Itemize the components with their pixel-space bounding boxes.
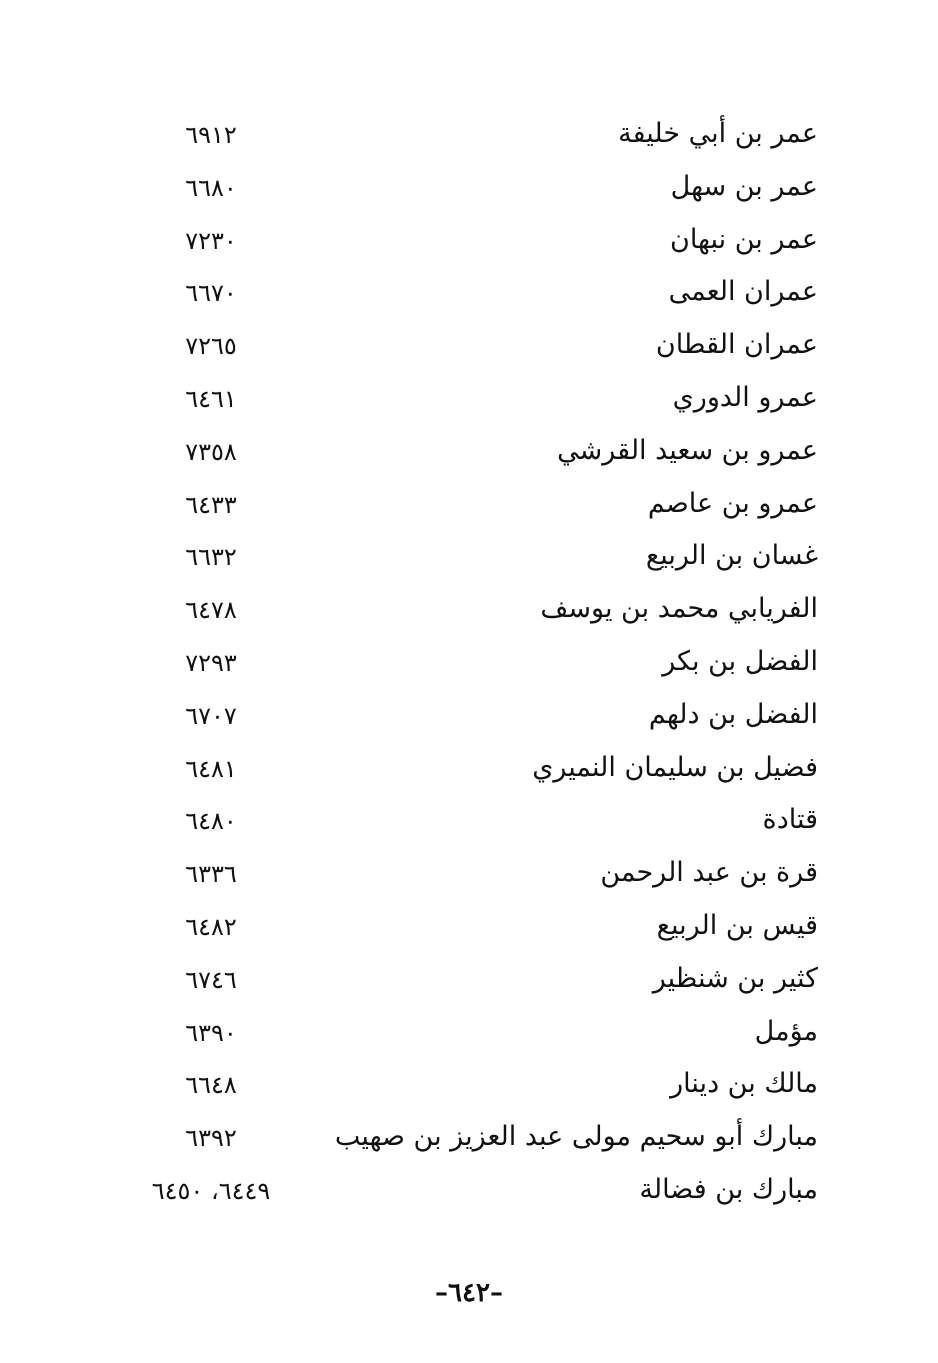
index-entry — [0, 900, 938, 953]
entry-refs: ٧٢٦٥ — [185, 332, 237, 361]
entry-name: مبارك بن فضالة — [639, 1173, 818, 1205]
entry-refs: ٦٧٠٧ — [185, 701, 237, 730]
index-entry — [0, 794, 938, 847]
entry-name: مؤمل — [754, 1015, 818, 1047]
entry-name: عمران القطان — [655, 329, 818, 361]
index-entry — [0, 266, 938, 319]
entry-name: عمر بن أبي خليفة — [618, 118, 818, 149]
entry-name: عمرو بن سعيد القرشي — [557, 434, 818, 466]
entry-refs: ٦٤٧٨ — [185, 596, 237, 625]
entry-name: عمر بن سهل — [670, 170, 818, 202]
entry-refs: ٦٤٣٣ — [185, 490, 237, 519]
index-entry — [0, 372, 938, 425]
entry-refs: ٦٣٣٦ — [185, 860, 237, 889]
index-entry — [0, 425, 938, 478]
entry-name: عمرو الدوري — [672, 381, 818, 413]
entry-name: الفضل بن دلهم — [648, 698, 818, 730]
index-entry — [0, 953, 938, 1006]
entry-name: عمر بن نبهان — [669, 223, 818, 255]
entry-name: الفريابي محمد بن يوسف — [540, 593, 818, 625]
entry-refs: ٦٦٣٢ — [185, 543, 237, 572]
entry-name: فضيل بن سليمان النميري — [532, 751, 818, 783]
entry-refs: ٦٤٨٠ — [185, 807, 237, 836]
narrator-index-list — [0, 108, 938, 1217]
entry-name: قيس بن الربيع — [656, 909, 818, 941]
page-number: –٦٤٢– — [435, 1278, 503, 1308]
index-entry — [0, 214, 938, 267]
index-entry — [0, 1058, 938, 1111]
entry-refs: ٦٣٩٢ — [185, 1124, 237, 1153]
entry-refs: ٦٤٨١ — [185, 754, 237, 783]
entry-refs: ٦٤٨٢ — [185, 912, 237, 941]
index-entry — [0, 742, 938, 795]
entry-name: الفضل بن بكر — [662, 645, 818, 677]
index-entry — [0, 161, 938, 214]
entry-name: مالك بن دينار — [670, 1068, 818, 1100]
entry-refs: ٦٦٨٠ — [185, 173, 237, 202]
entry-refs: ٧٣٥٨ — [185, 437, 237, 466]
index-entry — [0, 319, 938, 372]
entry-name: قرة بن عبد الرحمن — [600, 857, 818, 889]
entry-name: عمرو بن عاصم — [647, 487, 818, 519]
entry-refs: ٦٧٤٦ — [185, 965, 237, 994]
index-entry — [0, 1006, 938, 1059]
entry-refs: ٦٩١٢ — [185, 121, 237, 149]
entry-refs: ٦٤٤٩، ٦٤٥٠ — [151, 1176, 271, 1205]
entry-refs: ٦٦٧٠ — [185, 279, 237, 308]
entry-refs: ٧٢٣٠ — [185, 226, 237, 255]
index-entry — [0, 1111, 938, 1164]
index-entry — [0, 583, 938, 636]
entry-name: مبارك أبو سحيم مولى عبد العزيز بن صهيب — [334, 1121, 818, 1153]
index-entry — [0, 108, 938, 161]
index-entry — [0, 1164, 938, 1217]
entry-refs: ٦٤٦١ — [185, 384, 237, 413]
entry-refs: ٧٢٩٣ — [185, 648, 237, 677]
index-entry — [0, 530, 938, 583]
index-entry — [0, 689, 938, 742]
entry-refs: ٦٦٤٨ — [185, 1071, 237, 1100]
index-entry — [0, 847, 938, 900]
entry-name: غسان بن الربيع — [645, 540, 818, 572]
entry-name: قتادة — [762, 804, 818, 836]
entry-refs: ٦٣٩٠ — [185, 1018, 237, 1047]
index-entry — [0, 478, 938, 531]
index-entry — [0, 636, 938, 689]
entry-name: كثير بن شنظير — [652, 962, 818, 994]
entry-name: عمران العمى — [668, 276, 818, 308]
